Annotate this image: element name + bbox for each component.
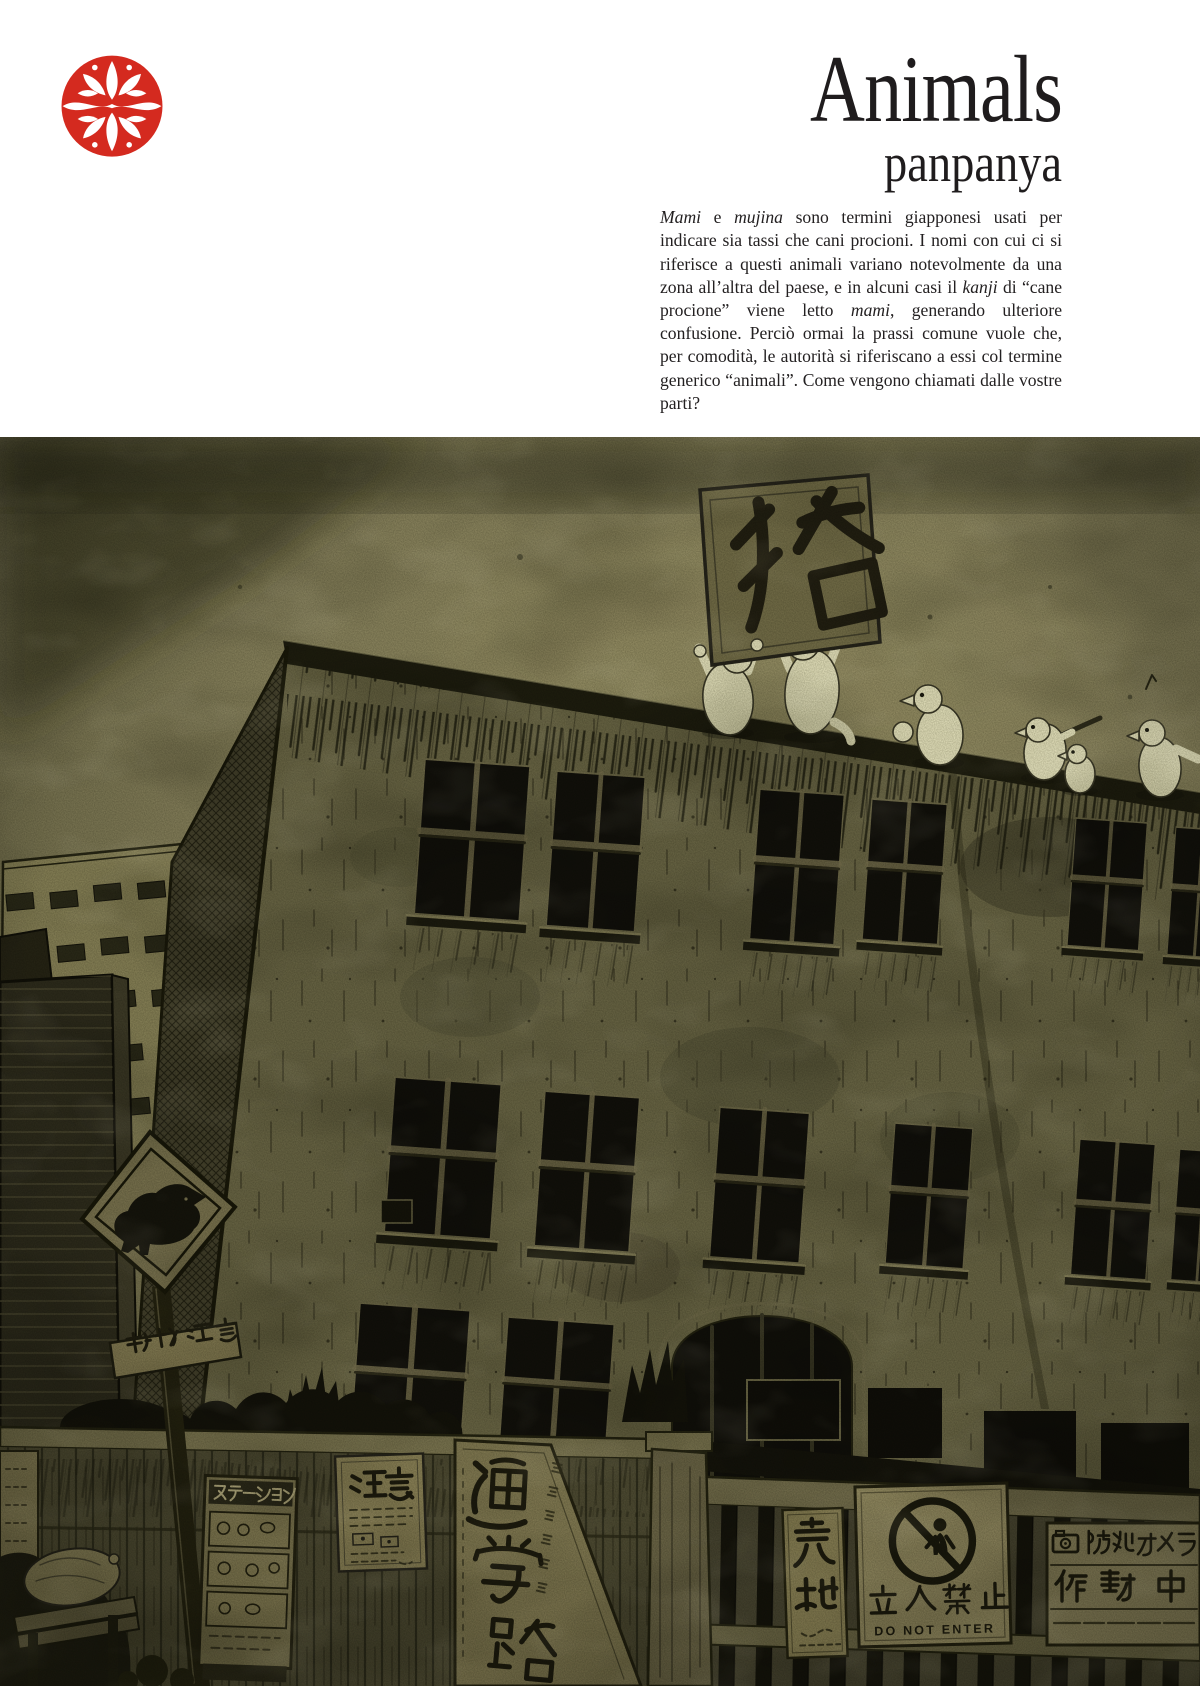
publisher-logo [58, 46, 166, 162]
ornamental-crest-icon [58, 46, 166, 162]
page-title: Animals [810, 36, 1062, 142]
author-name: panpanya [884, 133, 1062, 194]
cover-illustration [0, 437, 1200, 1686]
texture-overlays [0, 437, 1200, 1686]
intro-paragraph: Mami e mujina sono termini giapponesi usati per indicare sia tassi che cani procioni. I nomi con cui ci si riferisce a questi animali variano notevolmente da una zona all’altra del paese, e in alcuni casi il kanji di “cane procione” viene letto mami, generando ulteriore confusione. Perciò ormai la prassi comune vuole che, per comodità, le autorità si riferiscano a essi col termine generico “animali”. Come vengono chiamati dalle vostre parti? [660, 207, 1063, 413]
page-header [660, 36, 1063, 415]
